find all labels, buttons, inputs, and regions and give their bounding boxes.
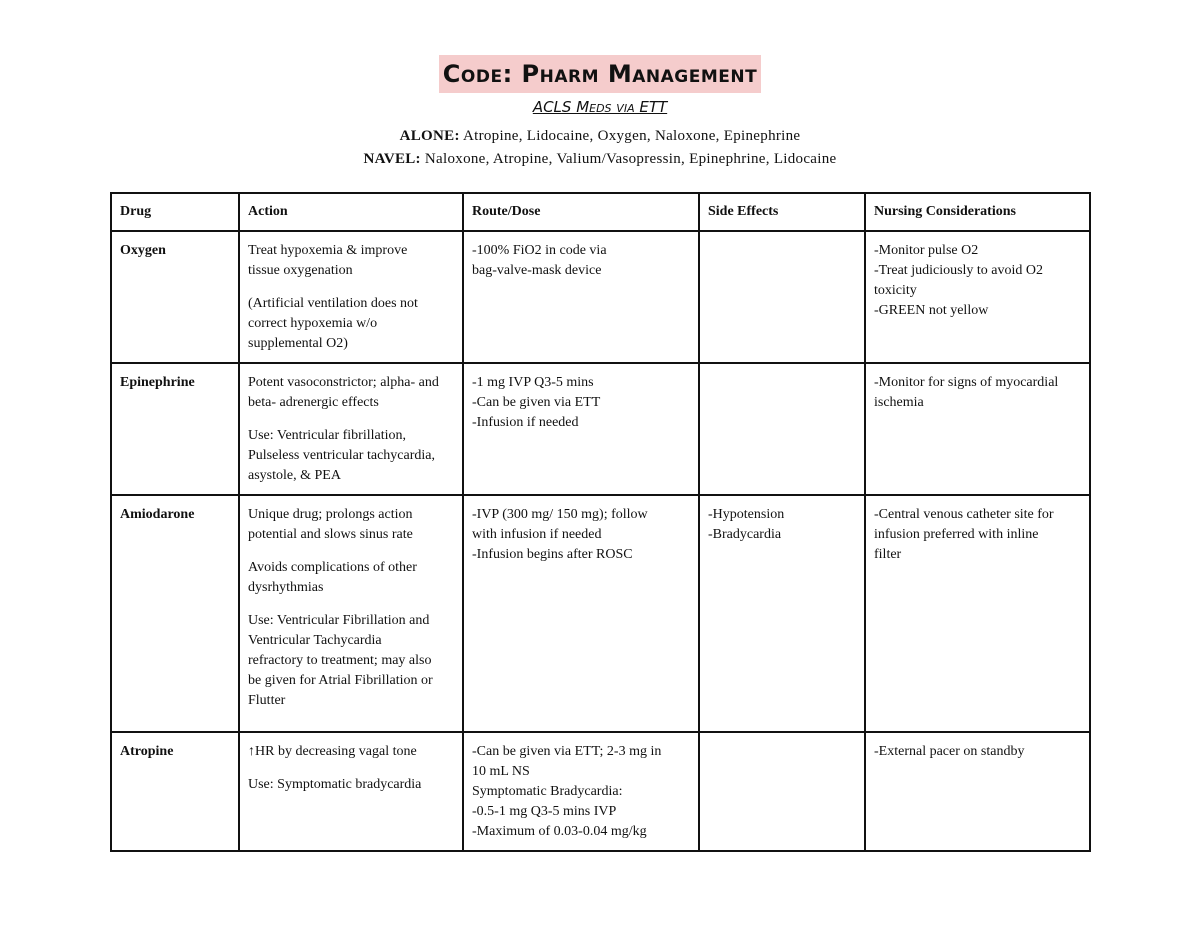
route-dose-cell	[463, 231, 699, 363]
cell-text-line: -100% FiO2 in code via	[472, 243, 607, 258]
cell-text-line: -External pacer on standby	[874, 744, 1025, 759]
cell-text-line: -Hypotension	[708, 507, 785, 522]
action-cell	[239, 732, 463, 851]
cell-text-line: ↑HR by decreasing vagal tone	[248, 744, 417, 759]
cell-text-line: bag-valve-mask device	[472, 263, 602, 278]
cell-text-line: Use: Symptomatic bradycardia	[248, 777, 422, 792]
drug-table	[110, 192, 1091, 852]
page-title: Code: Pharm Management	[439, 55, 761, 93]
cell-text-line: -IVP (300 mg/ 150 mg); follow	[472, 507, 648, 522]
side-effects-cell	[699, 495, 865, 732]
cell-text-line: ischemia	[874, 395, 924, 410]
cell-text-line: Use: Ventricular Fibrillation and	[248, 613, 430, 628]
cell-text-line: -Infusion if needed	[472, 415, 579, 430]
cell-text-line: asystole, & PEA	[248, 468, 341, 483]
cell-text-line: Avoids complications of other	[248, 560, 417, 575]
mnemonic-key: ALONE:	[399, 128, 460, 144]
nursing-cell	[865, 363, 1090, 495]
cell-text-line: correct hypoxemia w/o	[248, 316, 378, 331]
cell-text-line: toxicity	[874, 283, 917, 298]
cell-text-line: -Bradycardia	[708, 527, 782, 542]
cell-text-line: -Can be given via ETT	[472, 395, 601, 410]
action-cell	[239, 231, 463, 363]
side-effects-cell	[699, 231, 865, 363]
drug-name-cell: Amiodarone	[111, 495, 239, 732]
cell-text-line: -GREEN not yellow	[874, 303, 989, 318]
nursing-cell	[865, 732, 1090, 851]
cell-text-line: supplemental O2)	[248, 336, 348, 351]
cell-text-line: refractory to treatment; may also	[248, 653, 432, 668]
cell-text-line: -Infusion begins after ROSC	[472, 547, 633, 562]
nursing-cell	[865, 495, 1090, 732]
action-cell	[239, 495, 463, 732]
cell-text-line: Unique drug; prolongs action	[248, 507, 413, 522]
route-dose-cell	[463, 495, 699, 732]
table-row	[111, 495, 1090, 732]
cell-text-line: Pulseless ventricular tachycardia,	[248, 448, 435, 463]
table-row	[111, 363, 1090, 495]
paragraph-gap	[248, 762, 454, 775]
side-effects-cell	[699, 732, 865, 851]
nursing-cell	[865, 231, 1090, 363]
table-row	[111, 231, 1090, 363]
mnemonic-alone	[0, 128, 1200, 145]
header-route-dose: Route/Dose	[463, 193, 699, 231]
header-side-effects: Side Effects	[699, 193, 865, 231]
drug-name-cell: Oxygen	[111, 231, 239, 363]
mnemonic-key: NAVEL:	[363, 151, 421, 167]
mnemonic-navel	[0, 151, 1200, 168]
cell-text-line: infusion preferred with inline	[874, 527, 1039, 542]
mnemonic-text: Atropine, Lidocaine, Oxygen, Naloxone, Epinephrine	[462, 128, 801, 144]
header-nursing-considerations: Nursing Considerations	[865, 193, 1090, 231]
drug-name-cell: Epinephrine	[111, 363, 239, 495]
action-cell	[239, 363, 463, 495]
cell-text-line: Use: Ventricular fibrillation,	[248, 428, 406, 443]
cell-text-line: filter	[874, 547, 902, 562]
header-action: Action	[239, 193, 463, 231]
paragraph-gap	[248, 413, 454, 426]
title-wrap	[0, 55, 1200, 93]
cell-text-line: -0.5-1 mg Q3-5 mins IVP	[472, 804, 617, 819]
cell-text-line: -Treat judiciously to avoid O2	[874, 263, 1044, 278]
side-effects-cell	[699, 363, 865, 495]
cell-text-line: -1 mg IVP Q3-5 mins	[472, 375, 594, 390]
cell-text-line: -Maximum of 0.03-0.04 mg/kg	[472, 824, 647, 839]
page-subtitle: ACLS Meds via ETT	[532, 98, 668, 116]
paragraph-gap	[248, 281, 454, 294]
table-row	[111, 732, 1090, 851]
paragraph-gap	[248, 545, 454, 558]
cell-text-line: dysrhythmias	[248, 580, 324, 595]
subtitle-wrap	[0, 98, 1200, 117]
cell-text-line: beta- adrenergic effects	[248, 395, 379, 410]
cell-text-line: with infusion if needed	[472, 527, 602, 542]
cell-text-line: Symptomatic Bradycardia:	[472, 784, 623, 799]
cell-text-line: Ventricular Tachycardia	[248, 633, 382, 648]
cell-text-line: be given for Atrial Fibrillation or	[248, 673, 433, 688]
cell-text-line: tissue oxygenation	[248, 263, 353, 278]
cell-text-line: Potent vasoconstrictor; alpha- and	[248, 375, 439, 390]
cell-text-line: potential and slows sinus rate	[248, 527, 413, 542]
cell-text-line: (Artificial ventilation does not	[248, 296, 418, 311]
cell-text-line: -Monitor for signs of myocardial	[874, 375, 1059, 390]
route-dose-cell	[463, 363, 699, 495]
cell-text-line: -Monitor pulse O2	[874, 243, 979, 258]
drug-name-cell: Atropine	[111, 732, 239, 851]
paragraph-gap	[248, 598, 454, 611]
mnemonic-text: Naloxone, Atropine, Valium/Vasopressin, Epinephrine, Lidocaine	[424, 151, 837, 167]
header-drug: Drug	[111, 193, 239, 231]
table-body	[111, 231, 1090, 851]
cell-text-line: Treat hypoxemia & improve	[248, 243, 408, 258]
cell-text-line: Flutter	[248, 693, 286, 708]
cell-text-line: 10 mL NS	[472, 764, 530, 779]
table-header-row	[111, 193, 1090, 231]
route-dose-cell	[463, 732, 699, 851]
cell-text-line: -Central venous catheter site for	[874, 507, 1054, 522]
cell-text-line: -Can be given via ETT; 2-3 mg in	[472, 744, 662, 759]
